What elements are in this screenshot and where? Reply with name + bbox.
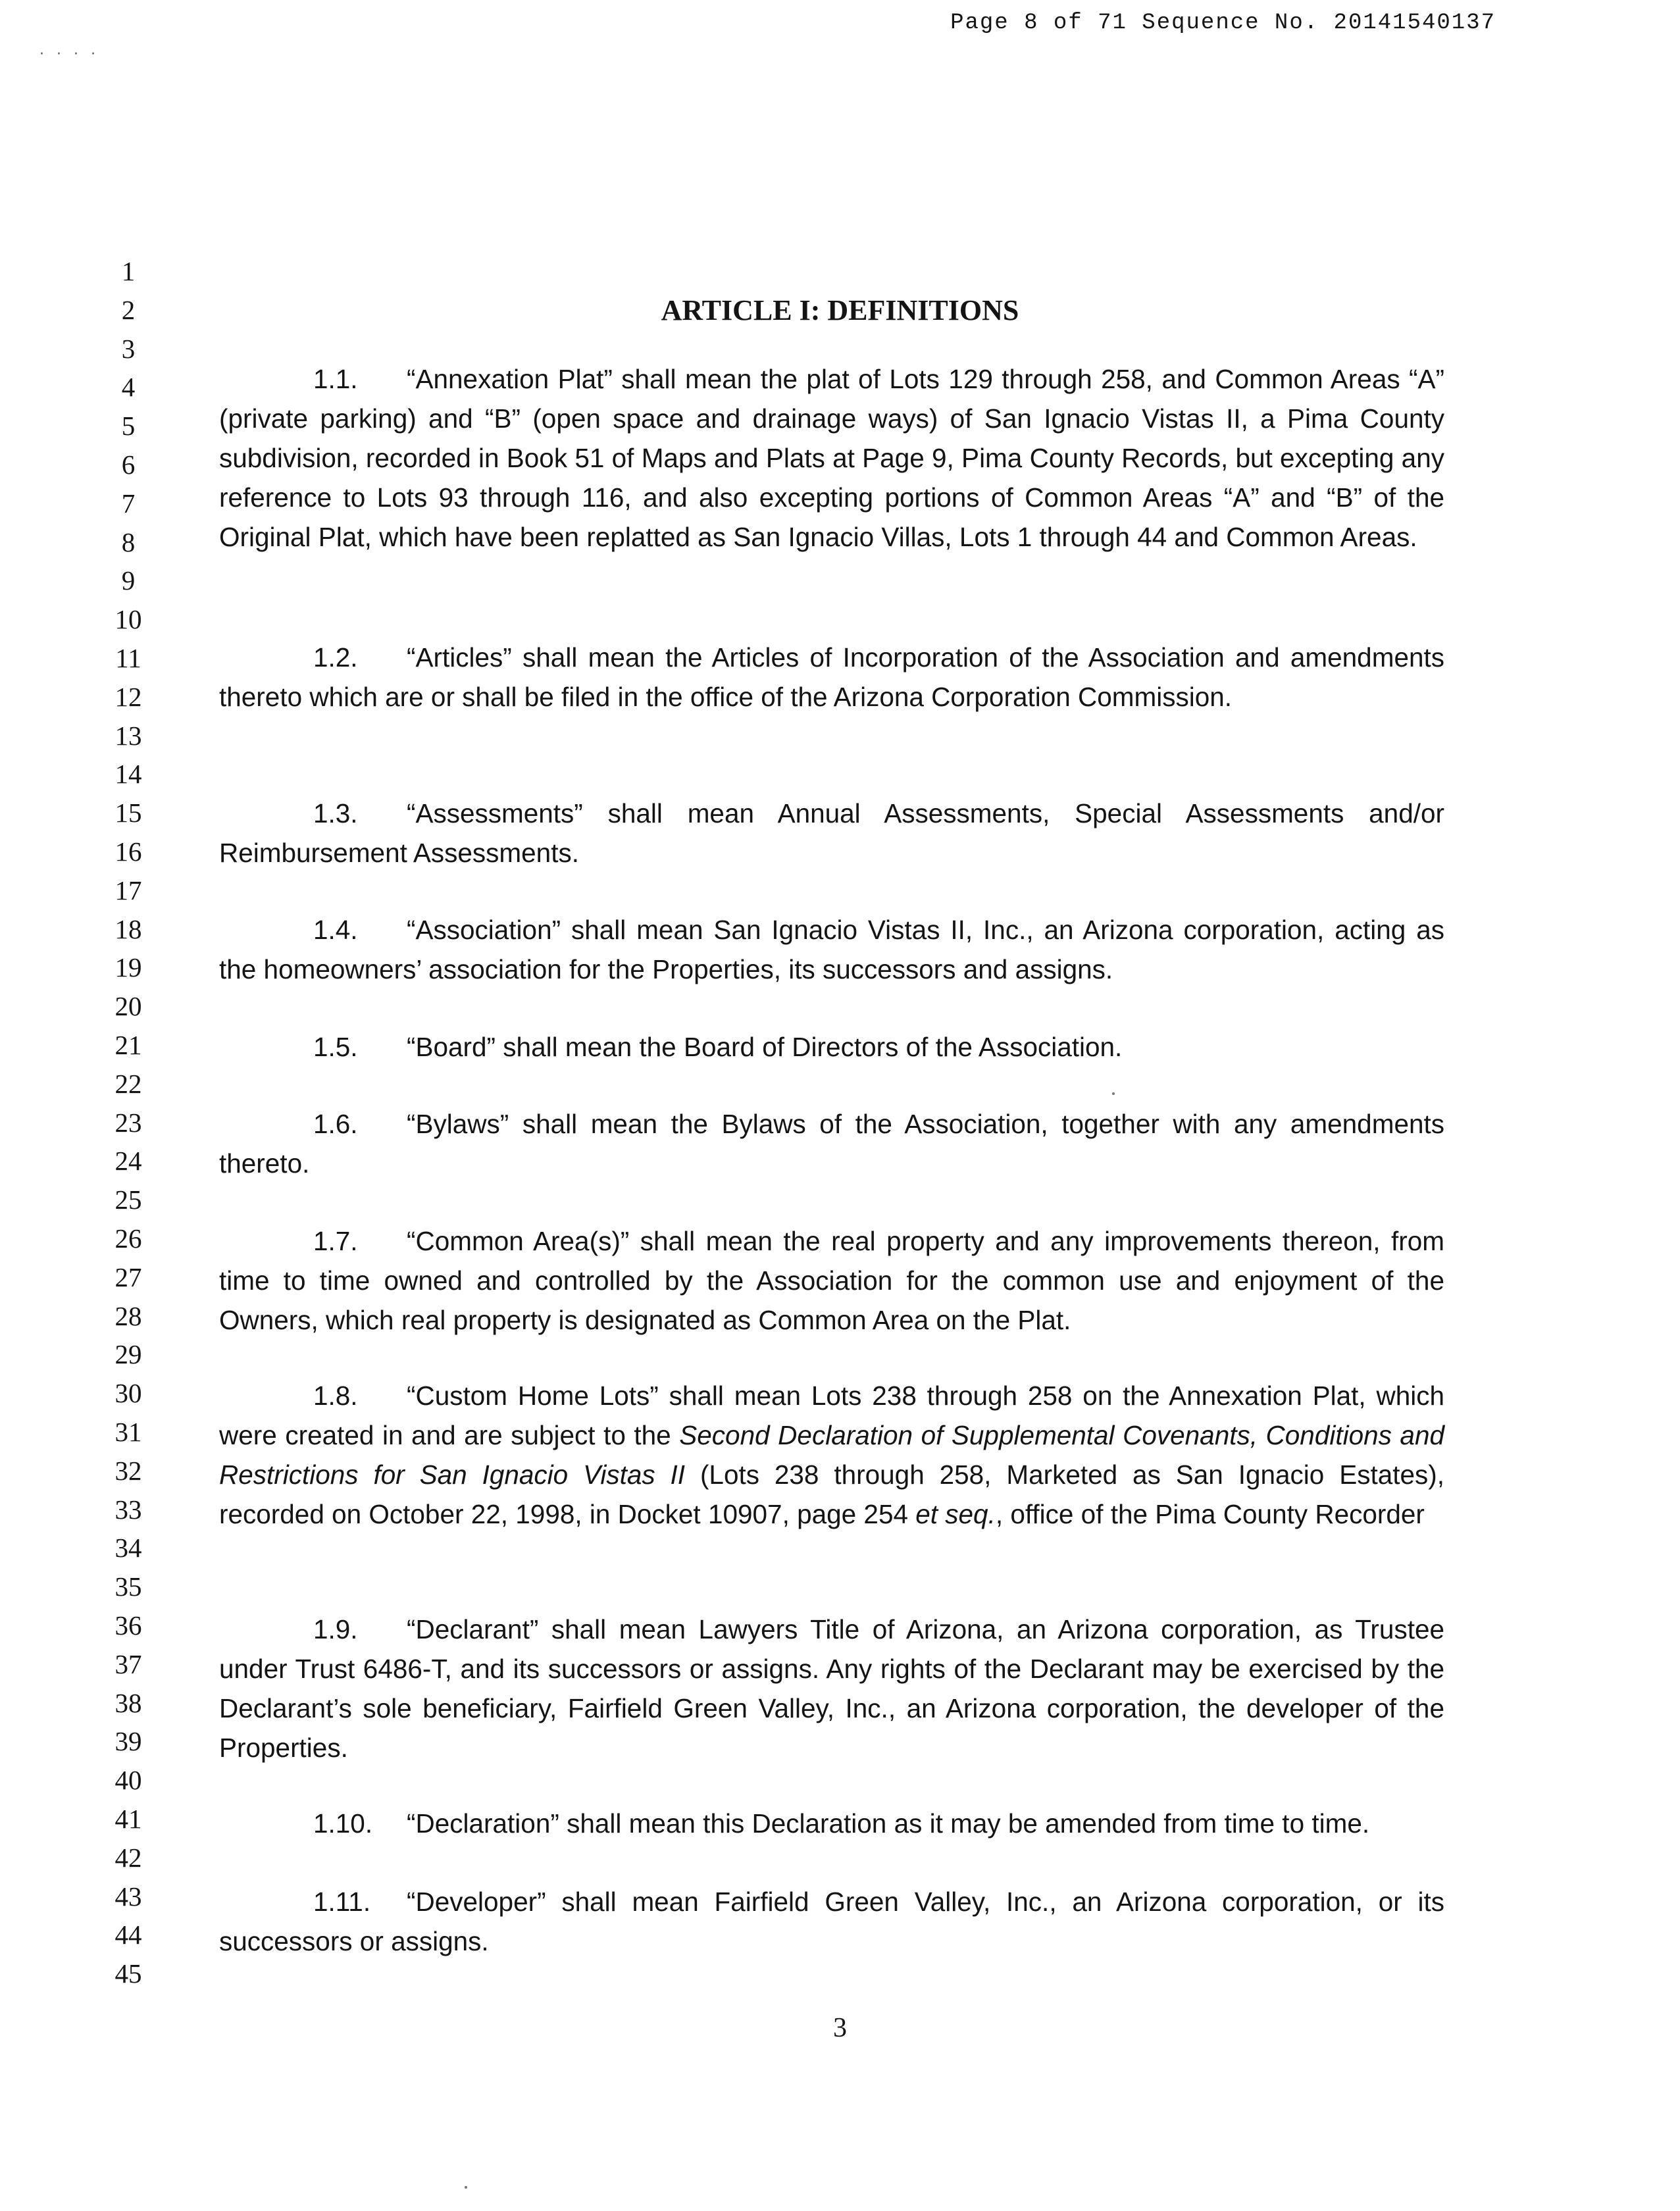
line-number: 28 (115, 1300, 142, 1331)
definition-text: “Bylaws” shall mean the Bylaws of the Association, together with any amendments thereto. (219, 1109, 1444, 1179)
line-number: 33 (115, 1494, 142, 1525)
definition-text: “Annexation Plat” shall mean the plat of Lots 129 through 258, and Common Areas “A” (private parking) and “B” (open space and drainage ways) of San Ignacio Vistas II, a Pima County subdivision, recorded in Book 51 of Maps and Plats at Page 9, Pima County Records, but excepting any reference to Lots 93 through 116, and also excepting portions of Common Areas “A” and “B” of the Original Plat, which have been replatted as San Ignacio Villas, Lots 1 through 44 and Common Areas. (219, 364, 1444, 552)
line-number: 3 (121, 333, 136, 364)
line-number: 4 (121, 372, 136, 403)
definition-number: 1.11. (313, 1887, 371, 1917)
line-number: 26 (115, 1223, 142, 1254)
definition-1-2 (219, 638, 1444, 717)
line-number: 9 (121, 565, 136, 596)
definition-text: “Articles” shall mean the Articles of Incorporation of the Association and amendments thereto which are or shall be filed in the office of the Arizona Corporation Commission. (219, 642, 1444, 712)
line-number: 27 (115, 1261, 142, 1292)
definition-1-3 (219, 794, 1444, 873)
line-number: 34 (115, 1533, 142, 1563)
definition-1-8 (219, 1376, 1444, 1534)
scan-speck (1112, 1092, 1115, 1095)
line-number: 20 (115, 991, 142, 1022)
line-number: 41 (115, 1804, 142, 1834)
line-number: 44 (115, 1919, 142, 1950)
line-number: 36 (115, 1610, 142, 1640)
line-number: 14 (115, 759, 142, 790)
definition-italic-title: Second Declaration of Supplemental Covenants, Conditions and Restrictions for San Ignacio Vistas II (219, 1420, 1445, 1490)
definition-text-part: (Lots 238 through 258, Marketed as San Ignacio Estates), recorded on October 22, 1998, in Docket 10907, page 254 (219, 1460, 1444, 1529)
line-number: 39 (115, 1726, 142, 1757)
definition-1-4 (219, 910, 1444, 989)
definition-1-6 (219, 1104, 1444, 1183)
definition-text: “Developer” shall mean Fairfield Green Valley, Inc., an Arizona corporation, or its successors or assigns. (219, 1887, 1444, 1956)
line-number: 15 (115, 798, 142, 828)
definition-number: 1.3. (313, 798, 358, 828)
line-number: 21 (115, 1030, 142, 1060)
definition-number: 1.8. (313, 1381, 358, 1411)
definition-text: “Board” shall mean the Board of Directors of the Association. (407, 1032, 1123, 1062)
line-number: 42 (115, 1842, 142, 1873)
article-title: ARTICLE I: DEFINITIONS (661, 294, 1019, 326)
line-number: 11 (115, 643, 141, 673)
definition-1-11 (219, 1882, 1444, 1961)
line-number: 43 (115, 1881, 142, 1912)
definition-number: 1.7. (313, 1226, 358, 1256)
line-number: 17 (115, 875, 142, 905)
line-number: 12 (115, 681, 142, 712)
definition-number: 1.6. (313, 1109, 358, 1139)
line-number: 16 (115, 836, 142, 867)
definition-1-5 (219, 1027, 1444, 1067)
line-number: 6 (121, 449, 136, 480)
line-number: 1 (121, 256, 136, 286)
line-number: 32 (115, 1455, 142, 1486)
definition-text: “Assessments” shall mean Annual Assessments, Special Assessments and/or Reimbursement Assessments. (219, 798, 1444, 868)
definition-text: “Association” shall mean San Ignacio Vistas II, Inc., an Arizona corporation, acting as the homeowners’ association for the Properties, its successors and assigns. (219, 915, 1444, 984)
scan-specks: · · · · (39, 46, 99, 63)
definition-text-part: , office of the Pima County Recorder (995, 1499, 1425, 1529)
line-number: 40 (115, 1765, 142, 1796)
definition-number: 1.1. (313, 364, 358, 394)
line-number: 5 (121, 411, 136, 442)
definition-1-7 (219, 1221, 1444, 1340)
line-number: 7 (121, 488, 136, 519)
page-header: Page 8 of 71 Sequence No. 20141540137 (950, 11, 1496, 36)
line-number: 24 (115, 1146, 142, 1177)
line-number: 2 (121, 294, 136, 325)
line-number: 37 (115, 1648, 142, 1679)
line-number: 30 (115, 1378, 142, 1409)
line-number: 38 (115, 1687, 142, 1718)
definition-text: “Declaration” shall mean this Declaration as it may be amended from time to time. (407, 1808, 1370, 1839)
line-number: 18 (115, 913, 142, 944)
definition-1-10 (219, 1804, 1444, 1843)
definition-number: 1.4. (313, 915, 358, 945)
definition-number: 1.9. (313, 1614, 358, 1644)
line-number: 19 (115, 952, 142, 983)
line-number: 10 (115, 604, 142, 635)
line-number: 22 (115, 1068, 142, 1099)
line-number: 45 (115, 1958, 142, 1989)
line-number: 8 (121, 526, 136, 557)
line-number: 35 (115, 1571, 142, 1602)
page-number: 3 (833, 2013, 847, 2043)
definition-1-9 (219, 1610, 1444, 1767)
line-number: 25 (115, 1184, 142, 1215)
scan-speck (465, 2186, 467, 2189)
line-number: 23 (115, 1107, 142, 1138)
definition-text: “Common Area(s)” shall mean the real property and any improvements thereon, from time to time owned and controlled by the Association for the common use and enjoyment of the Owners, which real property is designated as Common Area on the Plat. (219, 1226, 1444, 1335)
line-number: 13 (115, 720, 142, 751)
definition-text-part: “Custom Home Lots” shall mean Lots 238 through 258 on the Annexation Plat, which were created in and are subject to the (219, 1381, 1444, 1450)
definition-number: 1.5. (313, 1032, 358, 1062)
definition-number: 1.10. (313, 1808, 373, 1839)
definition-italic-latin: et seq. (915, 1499, 996, 1529)
line-number: 31 (115, 1417, 142, 1447)
definition-1-1 (219, 359, 1444, 557)
line-number: 29 (115, 1339, 142, 1370)
definition-text: “Declarant” shall mean Lawyers Title of Arizona, an Arizona corporation, as Trustee under Trust 6486-T, and its successors or assigns. Any rights of the Declarant may be exercised by the Declarant’s sole beneficiary, Fairfield Green Valley, Inc., an Arizona corporation, the developer of the Properties. (219, 1614, 1444, 1763)
definition-number: 1.2. (313, 642, 358, 673)
